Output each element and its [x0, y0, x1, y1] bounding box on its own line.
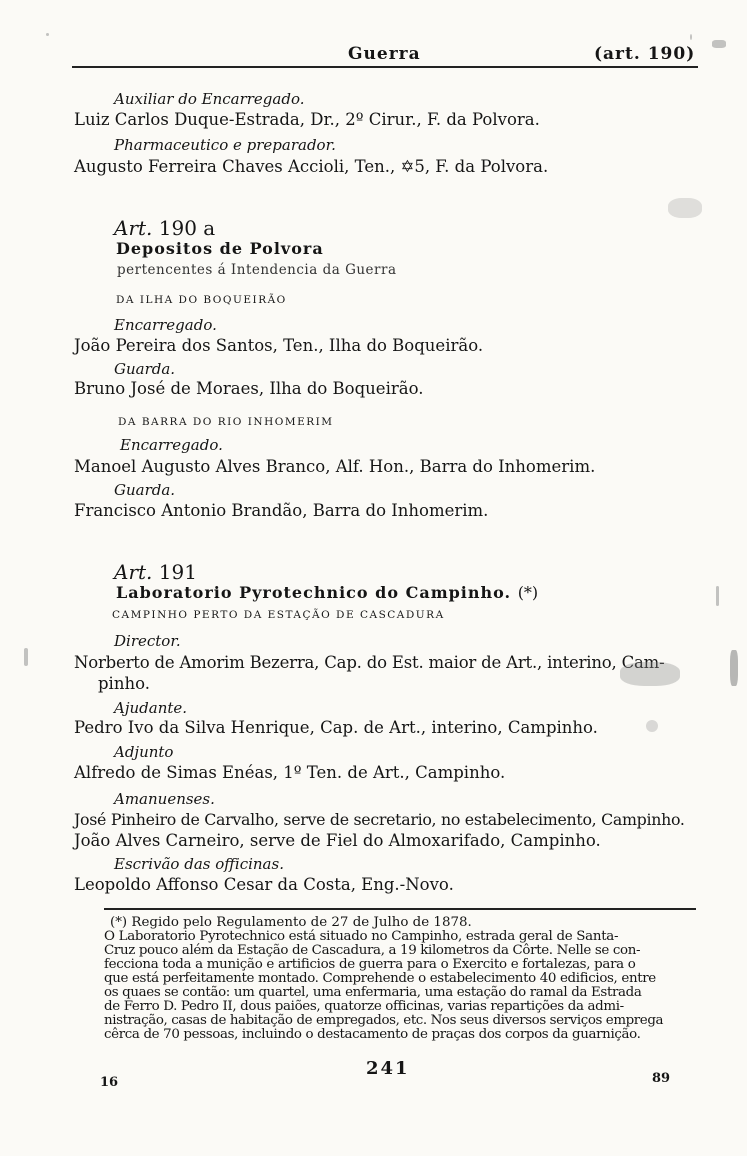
footnote-line-1: (*) Regido pelo Regulamento de 27 de Julho de 1878.	[110, 915, 472, 930]
article-number: 190 a	[158, 216, 216, 240]
running-head-title: Guerra	[348, 44, 421, 64]
ajudante-entry: Pedro Ivo da Silva Henrique, Cap. de Art., interino, Campinho.	[74, 718, 598, 737]
escrivao-entry: Leopoldo Affonso Cesar da Costa, Eng.-Novo.	[74, 875, 454, 894]
scan-speck	[620, 662, 680, 686]
guarda-label-1: Guarda.	[114, 360, 176, 378]
guarda-label-2: Guarda.	[114, 481, 176, 499]
section-subtitle: pertencentes á Intendencia da Guerra	[117, 262, 397, 278]
running-head-article: (art. 190)	[594, 44, 696, 64]
footnote-line-5: que está perfeitamente montado. Comprehende o estabelecimento 40 edificios, entre	[104, 971, 656, 986]
escrivao-label: Escrivão das officinas.	[114, 855, 284, 873]
article-191-heading	[114, 560, 197, 584]
adjunto-entry: Alfredo de Simas Enéas, 1º Ten. de Art., Campinho.	[74, 763, 506, 782]
footnote-line-3: Cruz pouco além da Estação de Cascadura, a 19 kilometros da Côrte. Nelle se con-	[104, 943, 641, 958]
article-number: 191	[158, 560, 197, 584]
amanuenses-label: Amanuenses.	[114, 790, 215, 808]
amanuense-entry-2: João Alves Carneiro, serve de Fiel do Almoxarifado, Campinho.	[74, 831, 601, 850]
location-inhomerim: DA BARRA DO RIO INHOMERIM	[118, 416, 334, 428]
aux-entry: Luiz Carlos Duque-Estrada, Dr., 2º Cirur., F. da Polvora.	[74, 110, 540, 129]
footnote-line-4: fecciona toda a munição e artificios de guerra para o Exercito e fortalezas, para o	[104, 957, 636, 972]
encarregado-entry-2: Manoel Augusto Alves Branco, Alf. Hon., Barra do Inhomerim.	[74, 457, 596, 476]
section-title-depositos: Depositos de Polvora	[116, 239, 324, 258]
signature-mark-right: 89	[652, 1071, 671, 1086]
ajudante-label: Ajudante.	[114, 699, 188, 717]
footnote-marker: (*)	[517, 583, 539, 602]
scan-speck	[24, 648, 28, 666]
director-label: Director.	[114, 632, 181, 650]
amanuense-entry-1: José Pinheiro de Carvalho, serve de secretario, no estabelecimento, Campinho.	[74, 810, 685, 829]
pharm-label: Pharmaceutico e preparador.	[114, 136, 336, 154]
scan-speck	[690, 34, 692, 40]
footnote-line-7: de Ferro D. Pedro II, dous paiões, quatorze officinas, varias repartições da admi-	[104, 999, 624, 1014]
encarregado-entry-1: João Pereira dos Santos, Ten., Ilha do Boqueirão.	[74, 336, 484, 355]
footnote-line-6: os quaes se contão: um quartel, uma enfermaria, uma estação do ramal da Estrada	[104, 985, 642, 1000]
scan-speck	[668, 198, 702, 218]
director-entry-cont: pinho.	[98, 674, 150, 693]
footnote-line-2: O Laboratorio Pyrotechnico está situado no Campinho, estrada geral de Santa-	[104, 929, 619, 944]
scan-speck	[712, 40, 726, 48]
aux-label: Auxiliar do Encarregado.	[114, 90, 305, 108]
footnote-rule	[104, 908, 696, 910]
article-word: Art.	[114, 216, 153, 240]
header-rule	[72, 66, 698, 68]
director-entry: Norberto de Amorim Bezerra, Cap. do Est. maior de Art., interino, Cam-	[74, 653, 665, 672]
scan-speck	[730, 650, 738, 686]
scan-speck	[46, 33, 49, 36]
section-title-laboratorio	[116, 583, 538, 602]
footnote-line-9: cêrca de 70 pessoas, incluindo o destacamento de praças dos corpos da guarnição.	[104, 1027, 641, 1042]
scan-speck	[716, 586, 719, 606]
adjunto-label: Adjunto	[114, 743, 174, 761]
location-boqueirao: DA ILHA DO BOQUEIRÃO	[116, 294, 287, 306]
scan-speck	[646, 720, 658, 732]
footnote-line-8: nistração, casas de habitação de empregados, etc. Nos seus diversos serviços emprega	[104, 1013, 664, 1028]
encarregado-label-1: Encarregado.	[114, 316, 217, 334]
article-word: Art.	[114, 560, 153, 584]
pharm-entry: Augusto Ferreira Chaves Accioli, Ten., ✡5, F. da Polvora.	[74, 157, 549, 176]
location-campinho: CAMPINHO PERTO DA ESTAÇÃO DE CASCADURA	[112, 609, 445, 621]
article-190a-heading	[114, 216, 215, 240]
laboratorio-title: Laboratorio Pyrotechnico do Campinho.	[116, 583, 512, 602]
page-number: 241	[366, 1058, 410, 1079]
guarda-entry-1: Bruno José de Moraes, Ilha do Boqueirão.	[74, 379, 424, 398]
encarregado-label-2: Encarregado.	[120, 436, 223, 454]
signature-mark-left: 16	[100, 1075, 119, 1090]
guarda-entry-2: Francisco Antonio Brandão, Barra do Inhomerim.	[74, 501, 489, 520]
